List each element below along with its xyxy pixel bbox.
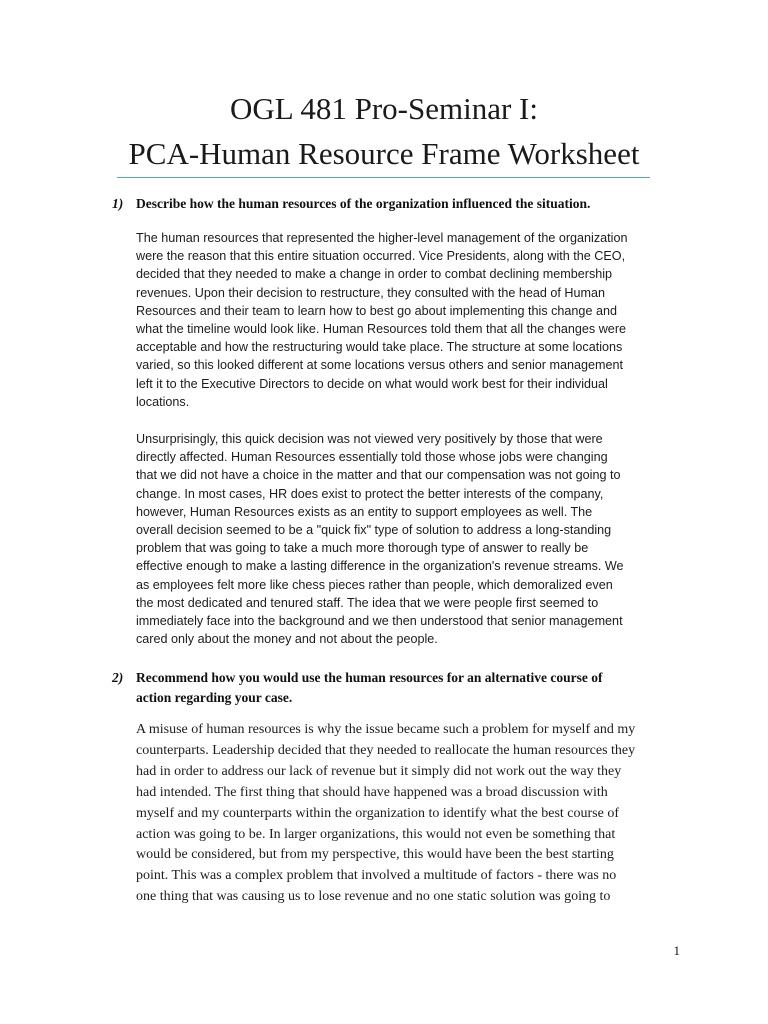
text-line: revenues. Upon their decision to restructure, they consulted with the head of Human — [136, 285, 606, 300]
question-1-text: Describe how the human resources of the organization influenced the situation. — [136, 196, 591, 211]
text-line: locations. — [136, 394, 190, 409]
question-2-text — [136, 668, 666, 708]
text-line: counterparts. Leadership decided that they needed to reallocate the human resources they — [136, 742, 636, 758]
document-title-line-1: OGL 481 Pro-Seminar I: — [230, 91, 538, 126]
text-line: had intended. The first thing that should have happened was a broad discussion with — [136, 784, 608, 800]
text-line: problem that was going to take a much more thorough type of answer to really be — [136, 541, 589, 556]
text-line: varied, so this looked different at some locations versus others and senior management — [136, 358, 623, 373]
text-line: overall decision seemed to be a "quick fix" type of solution to address a long-standing — [136, 523, 612, 538]
text-line: Recommend how you would use the human resources for an alternative course of — [136, 670, 603, 685]
text-line: left it to the Executive Directors to decide on what would work best for their individual — [136, 376, 608, 391]
text-line: one thing that was causing us to lose revenue and no one static solution was going to — [136, 889, 611, 905]
text-line: cared only about the money and not about the people. — [136, 632, 438, 647]
text-line: immediately face into the background and we then understood that senior management — [136, 614, 623, 629]
text-line: the most dedicated and tenured staff. The idea that we were people first seemed to — [136, 595, 599, 610]
question-2-number: 2) — [112, 670, 124, 685]
text-line: change. In most cases, HR does exist to protect the better interests of the company, — [136, 486, 604, 501]
question-1-number: 1) — [112, 196, 124, 211]
text-line: The human resources that represented the higher-level management of the organization — [136, 231, 628, 245]
title-divider — [117, 177, 650, 178]
text-line: effective enough to make a lasting difference in the organization's revenue streams. We — [136, 559, 624, 574]
text-line: as employees felt more like chess pieces rather than people, which demoralized even — [136, 577, 613, 592]
text-line: decided that they needed to make a change in order to combat declining membership — [136, 267, 613, 282]
answer-1-paragraph-2 — [136, 430, 681, 648]
text-line: point. This was a complex problem that involved a multitude of factors - there was no — [136, 868, 617, 884]
text-line: however, Human Resources exists as an entity to support employees as well. The — [136, 504, 593, 519]
text-line: myself and my counterparts within the organization to identify what the best course of — [136, 805, 620, 821]
text-line: action was going to be. In larger organizations, this would not even be something that — [136, 826, 616, 842]
text-line: had in order to address our lack of revenue but it simply did not work out the way they — [136, 763, 622, 779]
text-line: that we did not have a choice in the matter and that our compensation was not going to — [136, 468, 621, 483]
answer-2-paragraph-1 — [136, 720, 681, 908]
text-line: A misuse of human resources is why the issue became such a problem for myself and my — [136, 722, 636, 737]
page-number: 1 — [673, 943, 680, 958]
text-line: Unsurprisingly, this quick decision was not viewed very positively by those that were — [136, 432, 603, 446]
answer-1-paragraph-1 — [136, 229, 681, 411]
text-line: were the reason that this entire situation occurred. Vice Presidents, along with the CEO, — [136, 249, 626, 264]
document-title-line-2: PCA-Human Resource Frame Worksheet — [128, 136, 640, 171]
text-line: acceptable and how the restructuring would take place. The structure at some locations — [136, 340, 623, 355]
text-line: what the timeline would look like. Human Resources told them that all the changes were — [136, 322, 627, 337]
text-line: action regarding your case. — [136, 690, 293, 705]
text-line: would be considered, but from my perspective, this would have been the best starting — [136, 847, 614, 863]
text-line: directly affected. Human Resources essentially told those whose jobs were changing — [136, 450, 608, 465]
text-line: Resources and their team to learn how to best go about implementing this change and — [136, 303, 617, 318]
